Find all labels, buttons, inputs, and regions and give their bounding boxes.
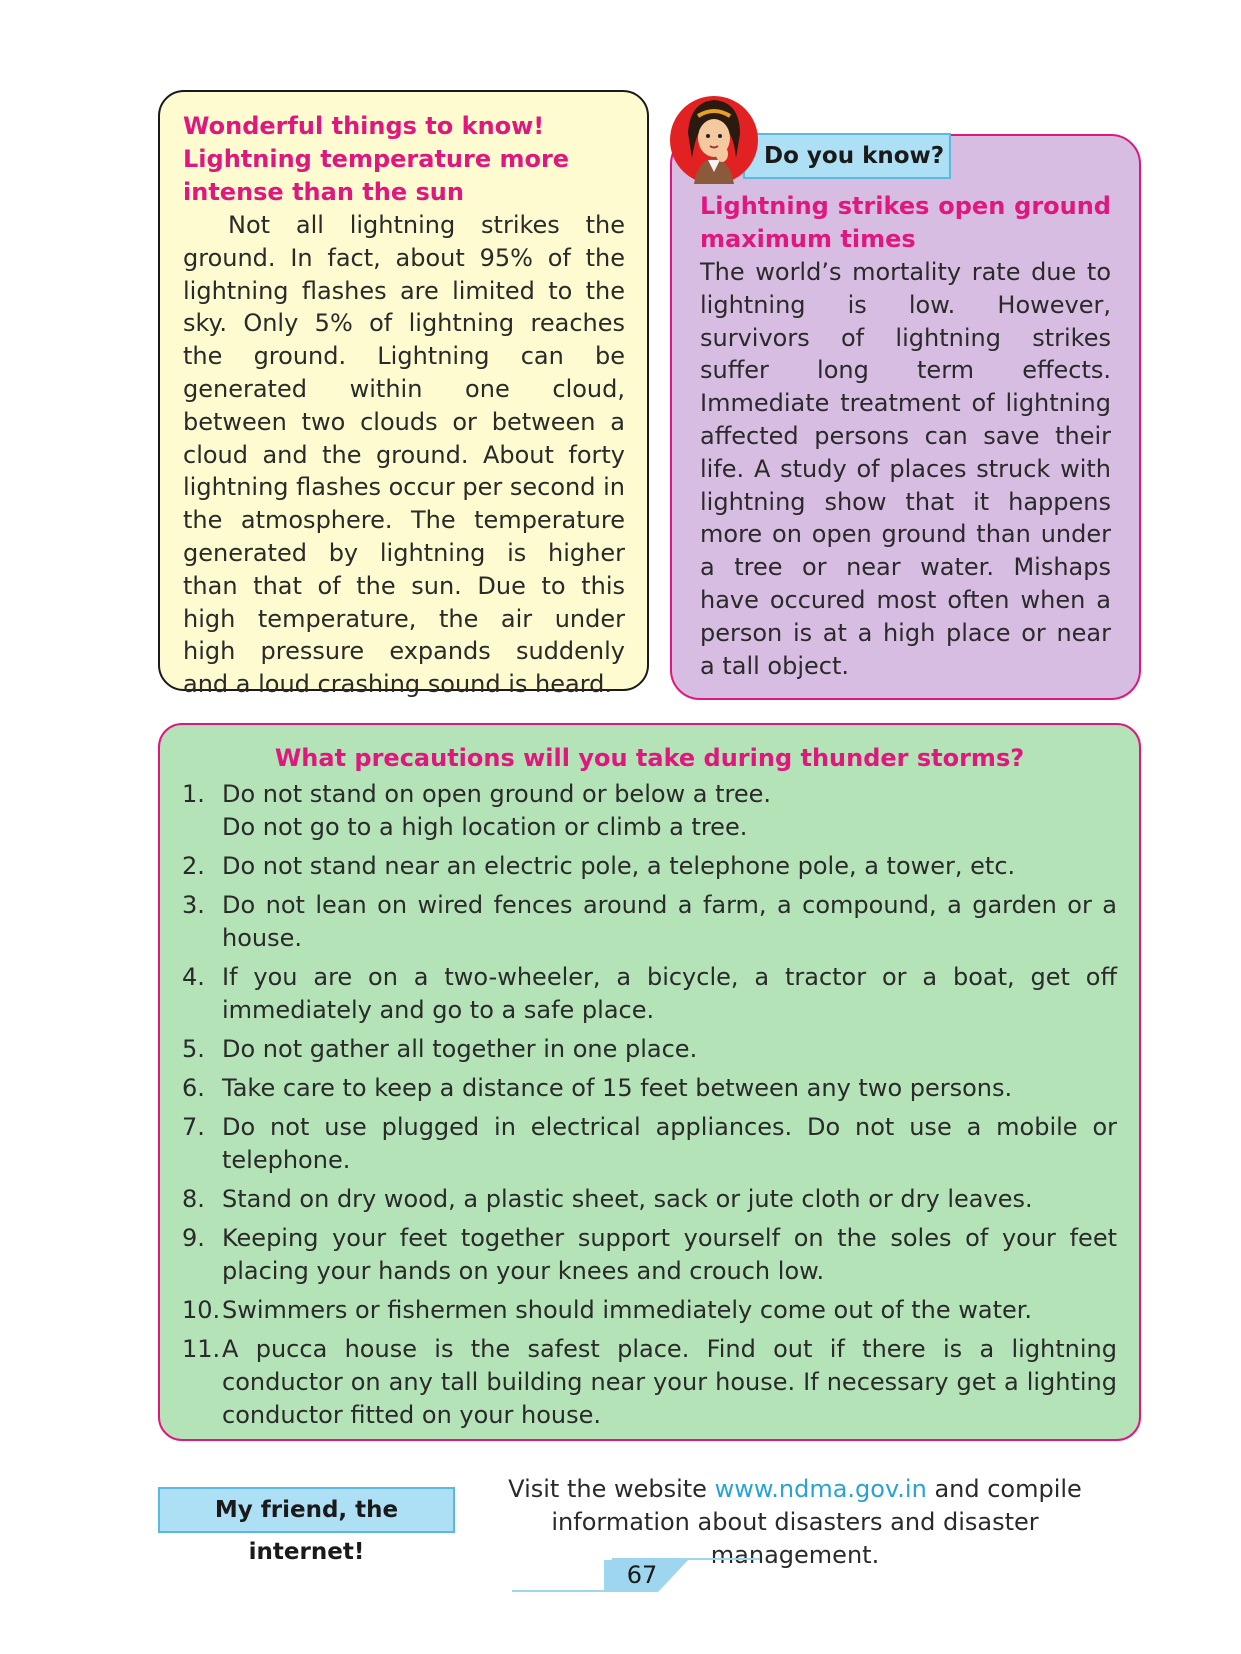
- item-number: 8.: [182, 1185, 205, 1213]
- list-item: [182, 961, 1117, 1027]
- list-item: [182, 1333, 1117, 1432]
- item-number: 2.: [182, 852, 205, 880]
- item-text: Take care to keep a distance of 15 feet between any two persons.: [222, 1074, 1013, 1102]
- item-text: Do not stand near an electric pole, a telephone pole, a tower, etc.: [222, 852, 1016, 880]
- page-number: 67: [626, 1561, 658, 1589]
- ndma-link[interactable]: www.ndma.gov.in: [714, 1475, 927, 1503]
- item-number: 4.: [182, 963, 205, 991]
- item-text: Do not use plugged in electrical appliances. Do not use a mobile or telephone.: [222, 1113, 1117, 1174]
- item-number: 6.: [182, 1074, 205, 1102]
- list-item: [182, 889, 1117, 955]
- item-number: 3.: [182, 891, 205, 919]
- item-line: Do not go to a high location or climb a tree.: [222, 813, 748, 841]
- internet-text-after: and compile information about disasters and disaster management.: [551, 1475, 1082, 1569]
- list-item: [182, 1111, 1117, 1177]
- item-text: Do not lean on wired fences around a farm, a compound, a garden or a house.: [222, 891, 1117, 952]
- item-line: Do not stand on open ground or below a tree.: [222, 780, 772, 808]
- list-item: [182, 1222, 1117, 1288]
- girl-avatar-icon: [668, 88, 760, 188]
- know-body: The world’s mortality rate due to lightning is low. However, survivors of lightning strikes suffer long term effects. Immediate treatment of lightning affected persons can save their life. A study of places struck with lightning show that it happens more on open ground than under a tree or near water. Mishaps have occured most often when a person is at a high place or near a tall object.: [700, 258, 1111, 680]
- item-text: Stand on dry wood, a plastic sheet, sack or jute cloth or dry leaves.: [222, 1185, 1033, 1213]
- know-heading: Lightning strikes open ground maximum times: [700, 192, 1111, 253]
- wonderful-things-box: [158, 90, 649, 699]
- precautions-box: [158, 723, 1141, 1441]
- list-item: [182, 1033, 1117, 1066]
- wonder-heading-1: Wonderful things to know!: [183, 112, 545, 140]
- item-number: 10.: [182, 1296, 221, 1324]
- item-number: 9.: [182, 1224, 205, 1252]
- internet-tag: My friend, the internet!: [158, 1487, 455, 1533]
- precautions-list: [182, 778, 1117, 1432]
- item-text: A pucca house is the safest place. Find out if there is a lightning conductor on any tall building near your house. If necessary get a lighting conductor fitted on your house.: [222, 1335, 1117, 1429]
- list-item: [182, 850, 1117, 883]
- do-you-know-box: [670, 134, 1141, 700]
- item-text: Swimmers or fishermen should immediately come out of the water.: [222, 1296, 1033, 1324]
- item-text: If you are on a two-wheeler, a bicycle, a tractor or a boat, get off immediately and go to a safe place.: [222, 963, 1117, 1024]
- item-number: 5.: [182, 1035, 205, 1063]
- wonder-heading-2: Lightning temperature more intense than the sun: [183, 145, 570, 206]
- precautions-title: What precautions will you take during thunder storms?: [274, 744, 1025, 772]
- list-item: [182, 1072, 1117, 1105]
- wonder-body: Not all lightning strikes the ground. In fact, about 95% of the lightning flashes are limited to the sky. Only 5% of lightning reaches the ground. Lightning can be generated within one cloud, between two clouds or between a cloud and the ground. About forty lightning flashes occur per second in the atmosphere. The temperature generated by lightning is higher than that of the sun. Due to this high temperature, the air under high pressure expands suddenly and a loud crashing sound is heard.: [183, 211, 625, 699]
- item-number: 11.: [182, 1335, 221, 1363]
- item-text: [222, 778, 1117, 844]
- do-you-know-tag: Do you know?: [743, 133, 951, 179]
- item-number: 1.: [182, 780, 205, 808]
- list-item: [182, 1183, 1117, 1216]
- list-item: [182, 1294, 1117, 1327]
- list-item: [182, 778, 1117, 844]
- item-number: 7.: [182, 1113, 205, 1141]
- item-text: Keeping your feet together support yourself on the soles of your feet placing your hands on your knees and crouch low.: [222, 1224, 1117, 1285]
- internet-text-before: Visit the website: [508, 1475, 715, 1503]
- item-text: Do not gather all together in one place.: [222, 1035, 698, 1063]
